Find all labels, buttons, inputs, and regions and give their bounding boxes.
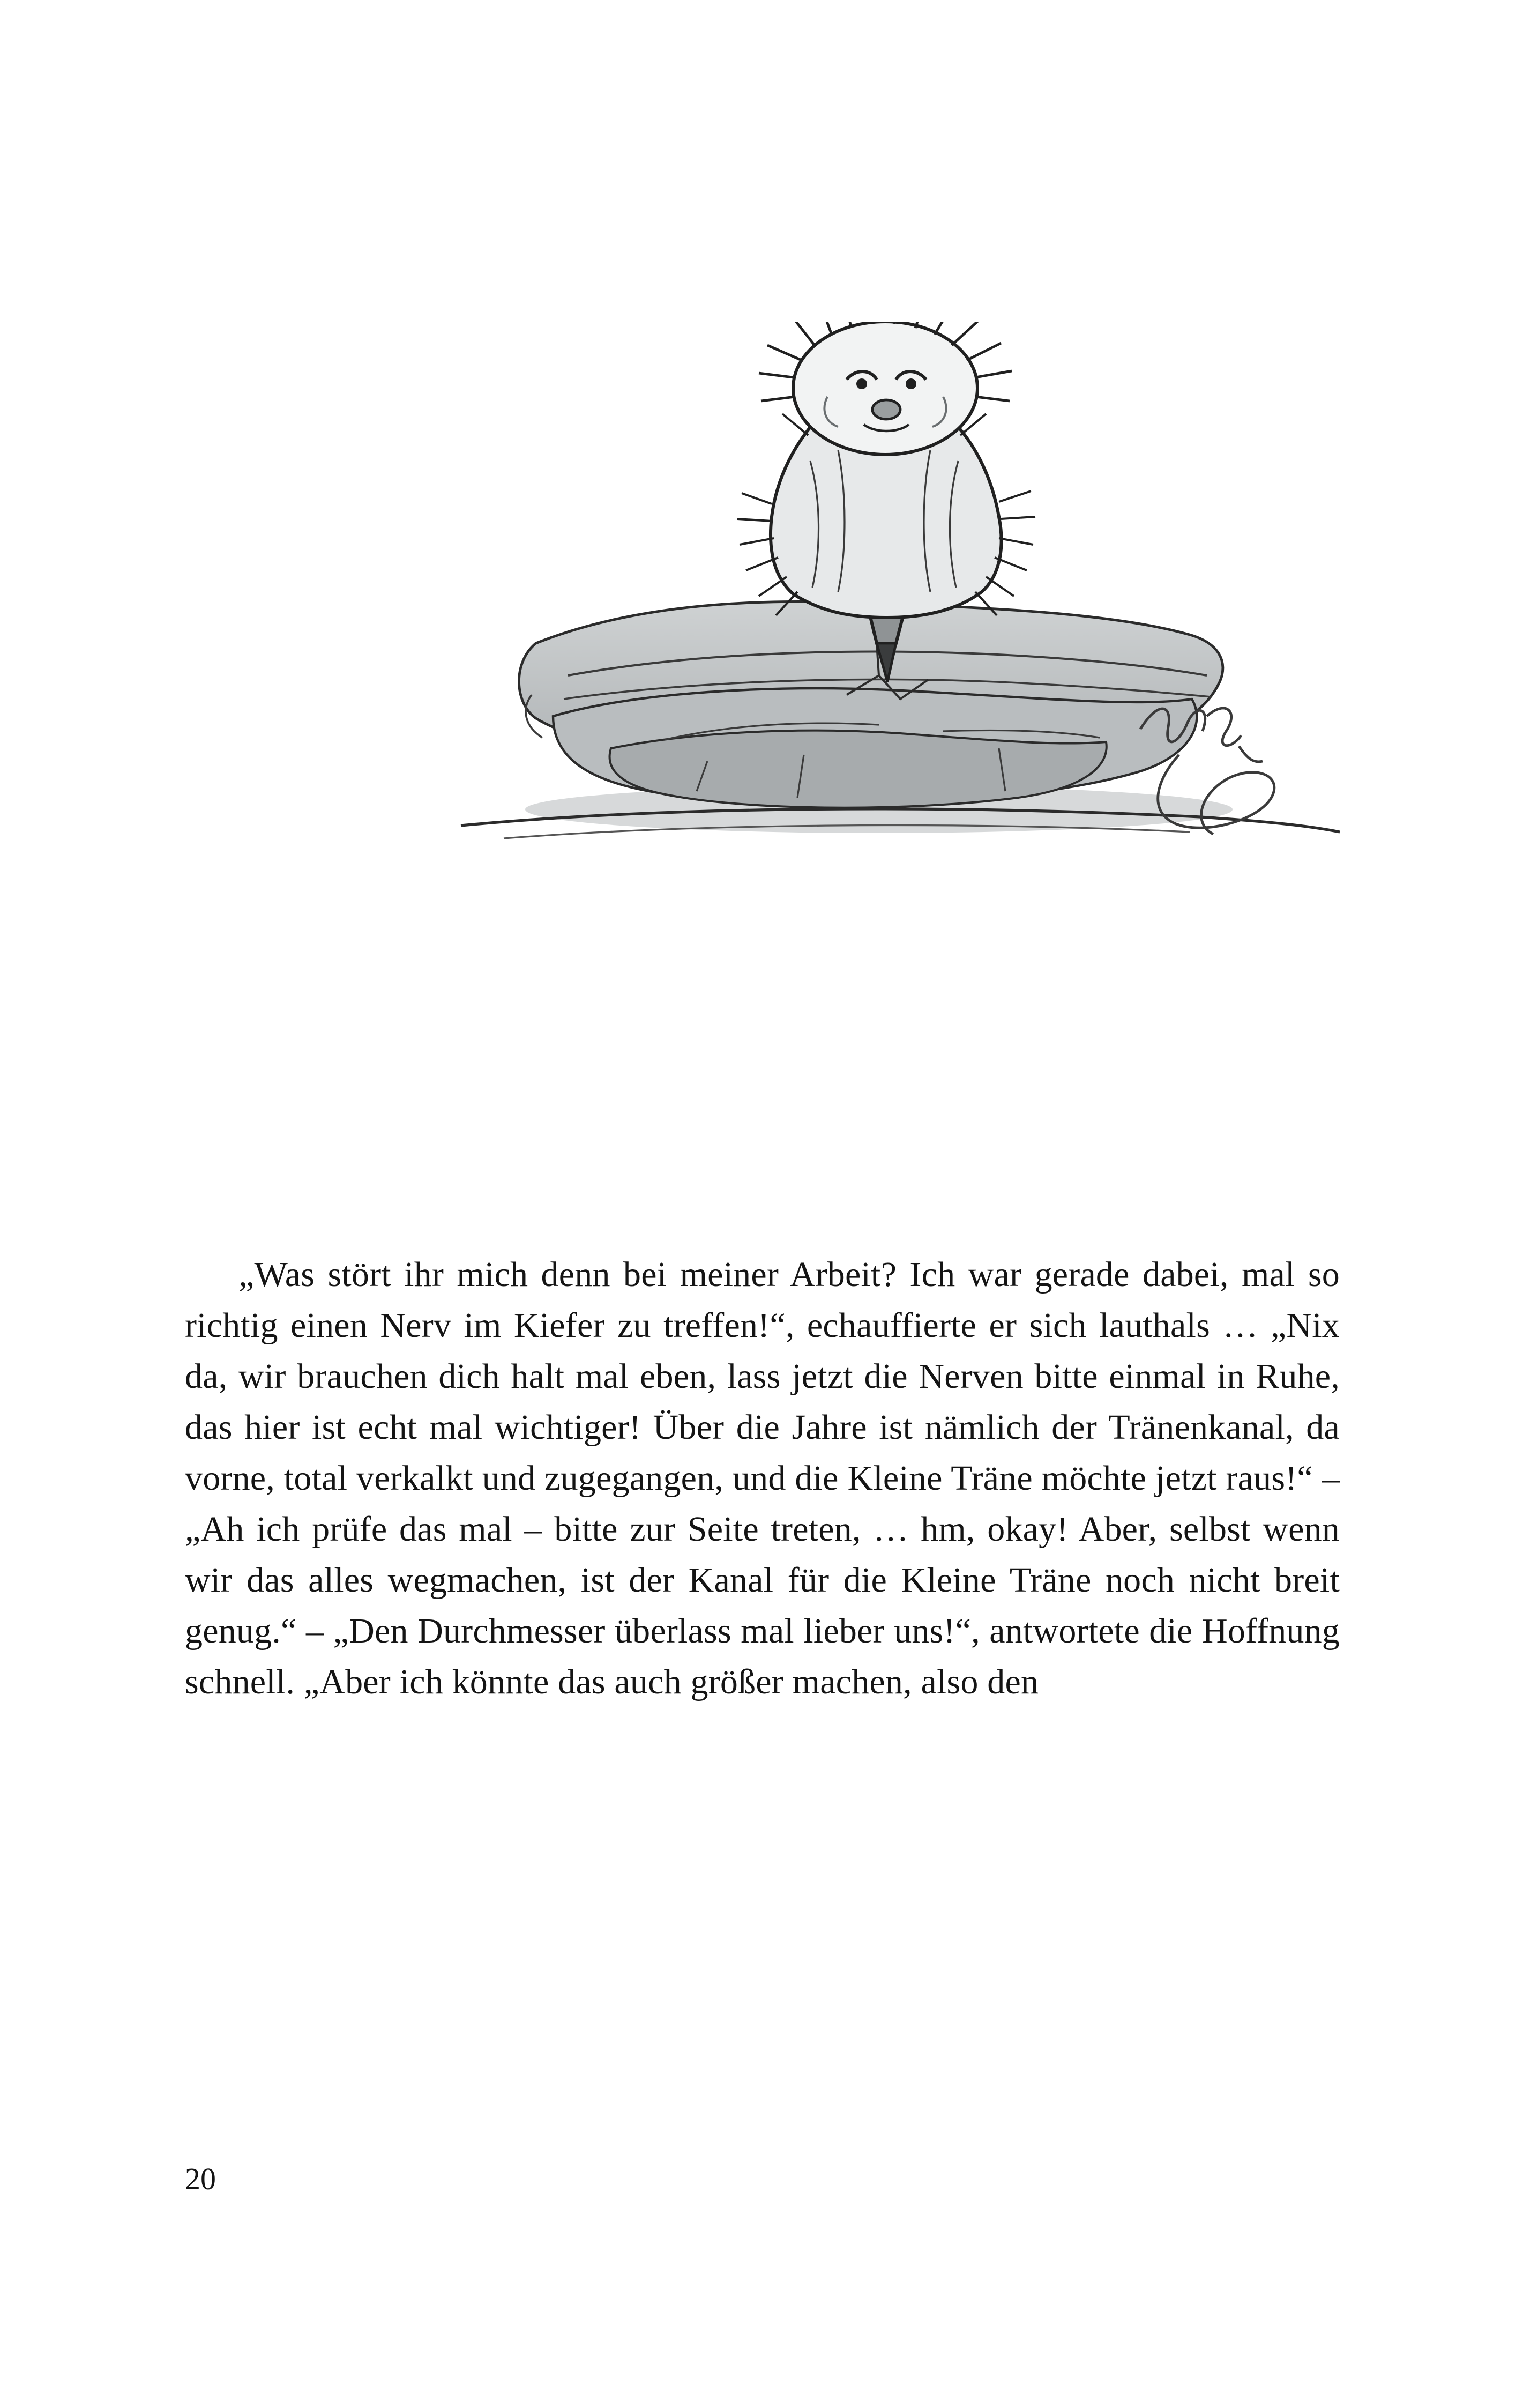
paragraph: „Was stört ihr mich denn bei meiner Arbeit? Ich war gerade dabei, mal so richtig einen Nerv im Kiefer zu treffen!“, echauffierte er sich lauthals … „Nix da, wir brauchen dich halt mal eben, lass jetzt die Nerven bitte einmal in Ruhe, das hier ist echt mal wichtiger! Über die Jahre ist nämlich der Tränenkanal, da vorne, total verkalkt und zugegangen, und die Kleine Träne möchte jetzt raus!“ – „Ah ich prüfe das mal – bitte zur Seite treten, … hm, okay! Aber, selbst wenn wir das alles wegmachen, ist der Kanal für die Kleine Träne noch nicht breit genug.“ – „Den Durchmesser überlass mal lieber uns!“, antwortete die Hoffnung schnell. „Aber ich könnte das auch größer machen, also den: [185, 1255, 1340, 1701]
hedgehog-dentist-on-rock-illustration: [343, 322, 1393, 1158]
page-body-text: [185, 1249, 1340, 1707]
page-number: 20: [185, 2161, 216, 2196]
